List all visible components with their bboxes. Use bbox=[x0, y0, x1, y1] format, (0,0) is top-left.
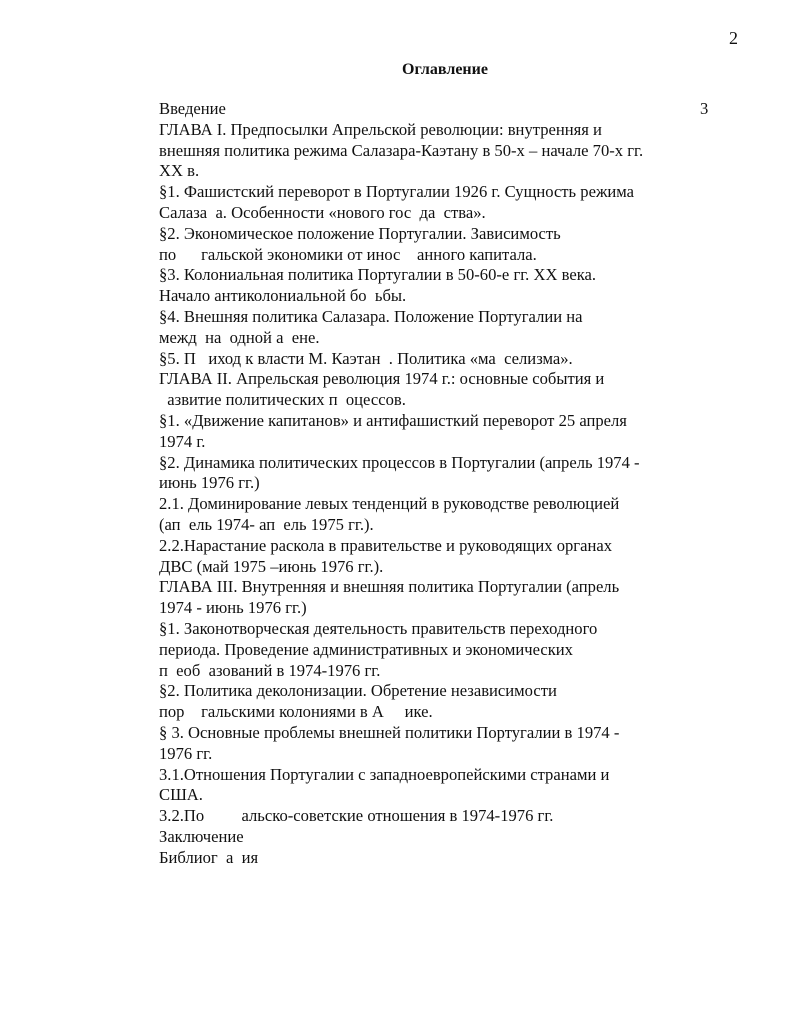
toc-entry-chapter-3 bbox=[159, 577, 719, 619]
toc-line: XX в. bbox=[159, 161, 200, 181]
toc-entry-bibliography bbox=[159, 848, 719, 869]
toc-line: ГЛАВА II. Апрельская революция 1974 г.: основные события и bbox=[159, 369, 605, 389]
toc-line: 1974 - июнь 1976 гг.) bbox=[159, 598, 307, 618]
toc-line: §1. Фашистский переворот в Португалии 1926 г. Сущность режима bbox=[159, 182, 635, 202]
toc-entry-3-1 bbox=[159, 619, 719, 681]
toc-entry-2-2-1 bbox=[159, 494, 719, 536]
toc-line: США. bbox=[159, 785, 203, 805]
toc-entry-1-2 bbox=[159, 224, 719, 266]
toc-line: 3.1.Отношения Португалии с западноевропейскими странами и bbox=[159, 764, 610, 784]
toc-entry-chapter-2 bbox=[159, 369, 719, 411]
toc-page-number: 3 bbox=[700, 99, 709, 118]
toc-entry-2-1 bbox=[159, 411, 719, 453]
toc-entry-chapter-1 bbox=[159, 120, 719, 182]
toc-line: 2.1. Доминирование левых тенденций в руководстве революцией bbox=[159, 494, 620, 514]
toc-entry-2-2-2 bbox=[159, 536, 719, 578]
toc-line: Введение bbox=[159, 99, 226, 118]
toc-line: по гальской экономики от инос анного капитала. bbox=[159, 244, 537, 264]
toc-entry-3-3 bbox=[159, 723, 719, 765]
toc-line: §2. Политика деколонизации. Обретение независимости bbox=[159, 681, 557, 701]
toc-line: §3. Колониальная политика Португалии в 50-60-е гг. XX века. bbox=[159, 265, 597, 285]
toc-entry-1-1 bbox=[159, 182, 719, 224]
toc-line: пор гальскими колониями в А ике. bbox=[159, 702, 433, 722]
toc-line: §2. Экономическое положение Португалии. Зависимость bbox=[159, 223, 561, 243]
toc-entry-conclusion bbox=[159, 827, 719, 848]
toc-line: 3.2.По альско-советские отношения в 1974-1976 гг. bbox=[159, 806, 554, 826]
toc-title: Оглавление bbox=[402, 61, 488, 78]
toc-line: Салаза а. Особенности «нового гос да ства». bbox=[159, 202, 486, 222]
toc-entry-3-3-1 bbox=[159, 765, 719, 807]
toc-line: §2. Динамика политических процессов в Португалии (апрель 1974 - bbox=[159, 452, 640, 472]
toc-line: 1976 гг. bbox=[159, 743, 213, 763]
toc-line: §5. П иход к власти М. Каэтан . Политика «ма селизма». bbox=[159, 348, 573, 368]
toc-line: §1. Законотворческая деятельность правительств переходного bbox=[159, 618, 598, 638]
toc-line: июнь 1976 гг.) bbox=[159, 473, 260, 493]
toc-line: межд на одной а ене. bbox=[159, 327, 320, 347]
toc-line: ГЛАВА III. Внутренняя и внешняя политика Португалии (апрель bbox=[159, 577, 620, 597]
toc-entry-1-4 bbox=[159, 307, 719, 349]
toc-line: Начало антиколониальной бо ьбы. bbox=[159, 286, 407, 306]
toc-line: Заключение bbox=[159, 826, 244, 846]
toc-line: (ап ель 1974- ап ель 1975 гг.). bbox=[159, 514, 374, 534]
page-number: 2 bbox=[729, 28, 738, 48]
toc-entry-3-2 bbox=[159, 681, 719, 723]
toc-entry-1-5 bbox=[159, 349, 719, 370]
toc-line: ДВС (май 1975 –июнь 1976 гг.). bbox=[159, 556, 384, 576]
toc-line: периода. Проведение административных и экономических bbox=[159, 639, 573, 659]
toc-line: азвитие политических п оцессов. bbox=[159, 390, 406, 410]
toc-line: Библиог а ия bbox=[159, 847, 259, 867]
toc-line: внешняя политика режима Салазара-Каэтану в 50-х – начале 70-х гг. bbox=[159, 140, 644, 160]
toc-line: ГЛАВА I. Предпосылки Апрельской революции: внутренняя и bbox=[159, 119, 602, 139]
toc-entry-2-2 bbox=[159, 453, 719, 495]
toc-line: § 3. Основные проблемы внешней политики Португалии в 1974 - bbox=[159, 722, 620, 742]
toc-line: §4. Внешняя политика Салазара. Положение Португалии на bbox=[159, 306, 583, 326]
table-of-contents bbox=[159, 99, 719, 868]
toc-entry-1-3 bbox=[159, 265, 719, 307]
toc-entry-3-3-2 bbox=[159, 806, 719, 827]
toc-line: 2.2.Нарастание раскола в правительстве и руководящих органах bbox=[159, 535, 612, 555]
toc-entry-introduction bbox=[159, 99, 719, 120]
toc-line: п еоб азований в 1974-1976 гг. bbox=[159, 660, 381, 680]
toc-line: 1974 г. bbox=[159, 431, 206, 451]
toc-line: §1. «Движение капитанов» и антифашисткий переворот 25 апреля bbox=[159, 410, 627, 430]
